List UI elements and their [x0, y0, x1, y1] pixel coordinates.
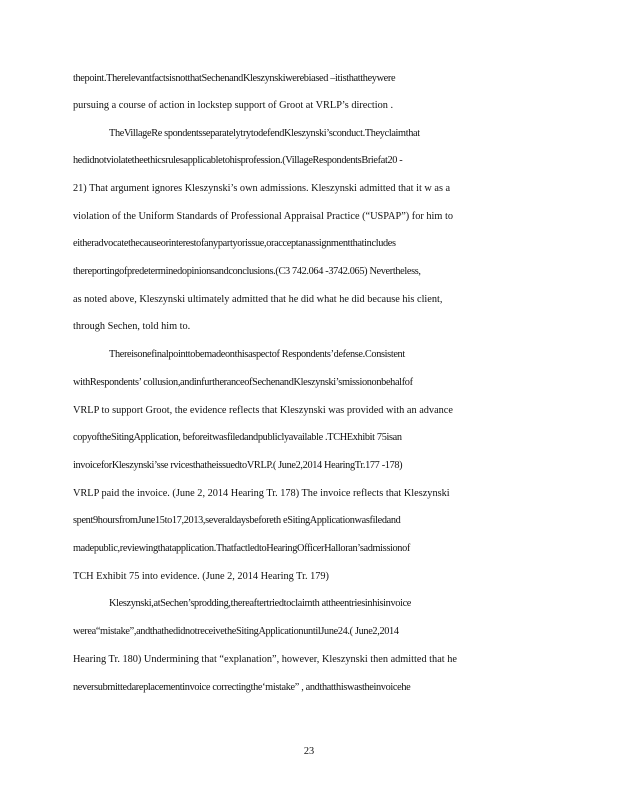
text-line-2: pursuing a course of action in lockstep support of Groot at VRLP’s direction . [73, 100, 394, 111]
text-line-3: TheVillageRe spondentsseparatelytrytodefendKleszynski’sconduct.Theyclaimthat [109, 128, 420, 139]
text-line-1: thepoint.TherelevantfactsisnotthatSechenandKleszynskiwerebiased –itisthattheywere [73, 73, 396, 84]
text-line-7: eitheradvocatethecauseorinterestofanypartyorissue,oracceptanassignmentthatincludes [73, 238, 396, 249]
text-line-17: spent9hoursfromJune15to17,2013,severaldaysbeforeth eSitingApplicationwasfiledand [73, 515, 401, 526]
text-line-14: copyoftheSitingApplication, beforeitwasfiledandpubliclyavailable .TCHExhibit 75isan [73, 432, 402, 443]
text-line-21: werea“mistake”,andthathedidnotreceivetheSitingApplicationuntilJune24.( June2,2014 [73, 626, 399, 637]
text-line-23: neversubmittedareplacementinvoice correctingthe‘mistake” , andthatthiswastheinvoicehe [73, 682, 411, 693]
text-line-18: madepublic,reviewingthatapplication.ThatfactledtoHearingOfficerHalloran’sadmissionof [73, 543, 410, 554]
text-line-12: withRespondents’ collusion,andinfurtheranceofSechenandKleszynski’smissiononbehalfof [73, 377, 413, 388]
text-line-15: invoiceforKleszynski’sse rvicesthatheissuedtoVRLP.( June2,2014 HearingTr.177 -178) [73, 460, 403, 471]
text-line-6: violation of the Uniform Standards of Professional Appraisal Practice (“USPAP”) for him to [73, 211, 453, 222]
text-line-22: Hearing Tr. 180) Undermining that “explanation”, however, Kleszynski then admitted that he [73, 654, 457, 665]
text-line-11: Thereisonefinalpointtobemadeonthisaspectof Respondents’defense.Consistent [109, 349, 405, 360]
text-line-4: hedidnotviolatetheethicsrulesapplicabletohisprofession.(VillageRespondentsBriefat20 - [73, 155, 403, 166]
text-line-8: thereportingofpredeterminedopinionsandconclusions.(C3 742.064 -3742.065) Nevertheless, [73, 266, 421, 277]
text-line-20: Kleszynski,atSechen’sprodding,thereaftertriedtoclaimth attheentriesinhisinvoice [109, 598, 412, 609]
text-line-16: VRLP paid the invoice. (June 2, 2014 Hearing Tr. 178) The invoice reflects that Kleszynski [73, 488, 450, 499]
text-line-5: 21) That argument ignores Kleszynski’s own admissions. Kleszynski admitted that it w as a [73, 183, 451, 194]
text-line-9: as noted above, Kleszynski ultimately admitted that he did what he did because his client, [73, 294, 443, 305]
text-line-13: VRLP to support Groot, the evidence reflects that Kleszynski was provided with an advance [73, 405, 453, 416]
text-line-10: through Sechen, told him to. [73, 321, 191, 332]
page-number: 23 [303, 746, 315, 757]
text-line-19: TCH Exhibit 75 into evidence. (June 2, 2014 Hearing Tr. 179) [73, 571, 329, 582]
